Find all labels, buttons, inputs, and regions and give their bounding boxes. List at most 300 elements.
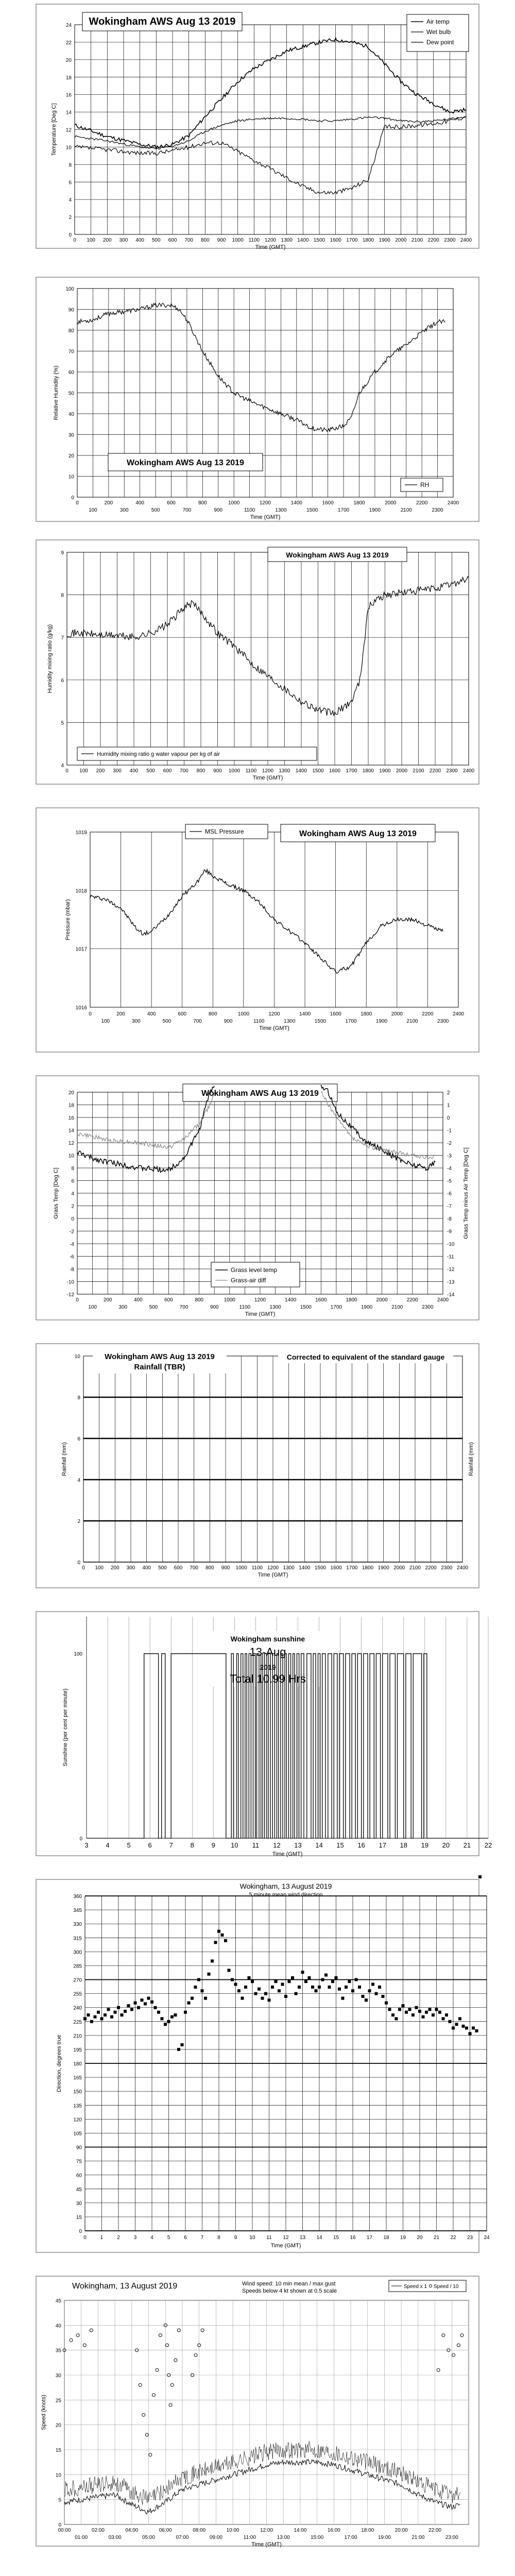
x-tick-label: 1300 <box>283 1565 295 1571</box>
data-point <box>455 2023 458 2026</box>
chart-subtitle: Wind speed: 10 min mean / max gust <box>242 2281 336 2287</box>
x-axis-label: Time (GMT) <box>270 2243 301 2249</box>
y2-tick-label: 2 <box>447 1090 450 1096</box>
y-tick-label: 30 <box>76 2200 82 2207</box>
chart-subtitle: Rainfall (TBR) <box>134 1363 185 1371</box>
x-tick-label: 7 <box>169 1841 173 1849</box>
y2-tick-label: -4 <box>447 1166 452 1172</box>
x-tick-label: 2300 <box>432 507 443 513</box>
x-tick-label: 12 <box>273 1841 281 1849</box>
data-point <box>83 2017 87 2020</box>
x-tick-label: 1900 <box>379 768 391 774</box>
x-tick-label: 15 <box>336 1841 344 1849</box>
data-point <box>251 1980 254 1983</box>
x-tick-label: 400 <box>129 768 139 774</box>
data-point <box>452 2026 455 2029</box>
x-tick-label: 1500 <box>300 1304 312 1310</box>
data-point <box>170 2015 174 2019</box>
x-tick-label: 2100 <box>411 238 423 243</box>
y2-tick-label: -11 <box>447 1254 454 1260</box>
y-tick-label: 35 <box>55 2348 61 2354</box>
data-point <box>304 1980 307 1983</box>
y-tick-label: 300 <box>73 1950 82 1956</box>
x-tick-label: 17:00 <box>344 2535 357 2540</box>
y-axis-label: Pressure (mbar) <box>65 899 71 940</box>
y2-tick-label: 1 <box>447 1103 450 1109</box>
x-tick-label: 900 <box>213 768 222 774</box>
x-tick-label: 9 <box>234 2235 237 2241</box>
data-point <box>241 1997 244 2000</box>
x-tick-label: 900 <box>224 1019 233 1024</box>
legend-label: Speed x 1 <box>404 2284 427 2290</box>
chart-title: Wokingham AWS Aug 13 2019 <box>201 1089 319 1098</box>
y-tick-label: 24 <box>65 23 72 28</box>
x-tick-label: 800 <box>208 1011 217 1017</box>
y-tick-label: 5 <box>61 720 64 726</box>
legend-label: Grass-air diff <box>231 1277 266 1284</box>
y-tick-label: 75 <box>76 2159 82 2165</box>
x-tick-label: 20:00 <box>394 2528 408 2533</box>
data-point <box>204 1997 207 2000</box>
x-tick-label: 1100 <box>253 1019 265 1024</box>
y-tick-label: 6 <box>77 1436 80 1442</box>
chart-title: Wokingham sunshine <box>230 1635 305 1643</box>
y-tick-label: 4 <box>68 197 72 204</box>
x-tick-label: 200 <box>96 768 105 774</box>
y2-tick-label: 0 <box>447 1115 450 1121</box>
y2-tick-label: -2 <box>447 1141 452 1146</box>
data-point <box>365 1998 368 2002</box>
x-tick-label: 8 <box>217 2235 220 2241</box>
data-point <box>311 1986 314 1989</box>
x-tick-label: 900 <box>210 1304 219 1310</box>
x-tick-label: 2400 <box>437 1297 449 1303</box>
x-tick-label: 1000 <box>235 1565 247 1571</box>
y-tick-label: 9 <box>61 550 64 556</box>
y-tick-label: 2 <box>71 1204 74 1210</box>
y2-tick-label: -13 <box>447 1279 455 1285</box>
x-tick-label: 1200 <box>268 1011 280 1017</box>
x-tick-label: 6 <box>148 1841 152 1849</box>
x-tick-label: 1100 <box>244 507 255 513</box>
y-axis-label: Sunshine (per cent per minute) <box>62 1688 68 1767</box>
x-tick-label: 1300 <box>279 768 290 774</box>
x-tick-label: 11 <box>266 2235 272 2241</box>
x-axis-label: Time (GMT) <box>258 1572 288 1578</box>
x-tick-label: 21 <box>463 1841 471 1849</box>
x-tick-label: 1000 <box>232 238 244 243</box>
data-point <box>428 2008 432 2011</box>
x-tick-label: 4 <box>106 1841 110 1849</box>
x-tick-label: 0 <box>83 2235 87 2241</box>
y-tick-label: 90 <box>68 307 74 313</box>
y2-tick-label: -3 <box>447 1153 452 1159</box>
x-tick-label: 0 <box>89 1011 92 1017</box>
y-tick-label: 30 <box>68 432 74 438</box>
x-tick-label: 1900 <box>379 238 390 243</box>
data-point <box>100 2017 104 2020</box>
chart-grass-temperature <box>0 1072 515 1324</box>
y-tick-label: 12 <box>65 127 72 133</box>
y-axis-label: Relative Humidity (%) <box>53 365 59 420</box>
x-tick-label: 700 <box>184 238 194 243</box>
data-point <box>415 2006 418 2009</box>
y-tick-label: 315 <box>73 1936 82 1942</box>
data-point <box>214 1941 217 1944</box>
y-tick-label: 0 <box>71 1216 74 1222</box>
y-tick-label: 30 <box>55 2373 61 2379</box>
data-point <box>438 2011 441 2014</box>
data-point <box>422 2015 425 2019</box>
chart-note: Corrected to equivalent of the standard gauge <box>286 1353 445 1361</box>
x-tick-label: 900 <box>217 238 226 243</box>
legend-label: MSL Pressure <box>205 828 244 835</box>
data-point <box>449 2020 452 2023</box>
x-tick-label: 3 <box>133 2235 137 2241</box>
x-tick-label: 2200 <box>427 238 439 243</box>
y-tick-label: 1017 <box>75 946 87 953</box>
x-tick-label: 200 <box>102 238 112 243</box>
y-tick-label: 4 <box>61 763 64 769</box>
x-tick-label: 1400 <box>295 768 307 774</box>
data-point <box>408 2008 411 2011</box>
x-tick-label: 12 <box>283 2235 289 2241</box>
x-tick-label: 800 <box>205 1565 214 1571</box>
y-tick-label: 6 <box>68 180 72 186</box>
data-point <box>318 1986 321 1989</box>
x-tick-label: 1300 <box>269 1304 281 1310</box>
y-tick-label: 60 <box>76 2173 82 2179</box>
x-tick-label: 800 <box>196 768 205 774</box>
y-tick-label: 195 <box>73 2047 82 2053</box>
data-point <box>248 1976 251 1979</box>
x-tick-label: 1600 <box>330 1565 342 1571</box>
x-tick-label: 2300 <box>444 238 456 243</box>
y-tick-label: 1016 <box>75 1005 87 1011</box>
x-tick-label: 700 <box>180 768 188 774</box>
data-point <box>355 1978 358 1981</box>
data-point <box>157 2011 160 2014</box>
x-tick-label: 17 <box>379 1841 386 1849</box>
y-tick-label: 4 <box>71 1191 74 1197</box>
x-tick-label: 1500 <box>306 507 318 513</box>
y2-tick-label: -5 <box>447 1178 452 1184</box>
data-point <box>231 1978 234 1981</box>
data-point <box>385 2002 388 2005</box>
x-tick-label: 13 <box>299 2235 306 2241</box>
data-point <box>107 2008 110 2011</box>
data-point <box>405 2011 408 2014</box>
y-tick-label: 45 <box>76 2187 82 2193</box>
chart-title: Wokingham AWS Aug 13 2019 <box>286 551 389 559</box>
x-tick-label: 07:00 <box>176 2535 189 2540</box>
x-tick-label: 09:00 <box>209 2535 222 2540</box>
chart-year: 2019 <box>260 1663 276 1671</box>
x-tick-label: 800 <box>195 1297 204 1303</box>
y-tick-label: 285 <box>73 1963 82 1970</box>
x-tick-label: 400 <box>133 1297 143 1303</box>
y-tick-label: -12 <box>66 1292 74 1298</box>
chart-title: Wokingham AWS Aug 13 2019 <box>127 459 244 467</box>
y-tick-label: 0 <box>68 232 72 238</box>
y2-tick-label: -12 <box>447 1267 455 1273</box>
x-tick-label: 16:00 <box>327 2528 340 2533</box>
data-point <box>124 2010 127 2013</box>
data-point <box>435 2008 438 2011</box>
y-tick-label: 14 <box>68 1128 74 1134</box>
x-tick-label: 700 <box>190 1565 199 1571</box>
data-point <box>298 1986 301 1989</box>
x-tick-label: 8 <box>190 1841 194 1849</box>
x-tick-label: 1300 <box>284 1019 296 1024</box>
data-point <box>295 1992 298 1995</box>
x-tick-label: 900 <box>221 1565 230 1571</box>
x-tick-label: 5 <box>127 1841 131 1849</box>
x-tick-label: 6 <box>184 2235 187 2241</box>
y-tick-label: 10 <box>55 2472 61 2479</box>
x-tick-label: 08:00 <box>193 2528 206 2533</box>
x-tick-label: 2000 <box>396 768 408 774</box>
data-point <box>208 1973 211 1976</box>
y-tick-label: 60 <box>68 370 74 376</box>
data-point <box>469 2032 472 2035</box>
x-tick-label: 1300 <box>281 238 293 243</box>
x-tick-label: 1300 <box>275 507 287 513</box>
data-point <box>301 1971 304 1974</box>
x-tick-label: 600 <box>163 768 172 774</box>
y-axis-label: Rainfall (mm) <box>61 1442 67 1476</box>
chart-pressure <box>0 804 515 1056</box>
x-tick-label: 1600 <box>322 500 334 506</box>
x-tick-label: 1800 <box>362 768 374 774</box>
data-point <box>478 1875 482 1878</box>
y-tick-label: 16 <box>65 92 72 98</box>
data-point <box>110 2015 113 2019</box>
x-tick-label: 200 <box>116 1011 125 1017</box>
y-tick-label: 7 <box>61 635 64 641</box>
x-tick-label: 19 <box>400 2235 406 2241</box>
y2-tick-label: -6 <box>447 1191 452 1197</box>
x-tick-label: 1200 <box>259 500 271 506</box>
y-tick-label: 8 <box>68 162 72 168</box>
x-tick-label: 300 <box>119 238 128 243</box>
y-tick-label: 20 <box>55 2422 61 2429</box>
y-tick-label: 2 <box>68 215 72 221</box>
y-axis-label: Humidity mixing ratio (g/kg) <box>47 624 53 693</box>
y-tick-label: -8 <box>70 1267 74 1273</box>
x-tick-label: 400 <box>135 238 145 243</box>
chart-wind-direction <box>0 1875 515 2257</box>
data-point <box>371 1983 374 1986</box>
y-tick-label: 0 <box>58 2522 61 2528</box>
x-tick-label: 2000 <box>393 1565 405 1571</box>
y-tick-label: 18 <box>68 1103 74 1109</box>
data-point <box>90 2020 93 2023</box>
data-point <box>228 1969 231 1972</box>
data-point <box>375 1992 378 1995</box>
y-tick-label: 10 <box>68 474 74 480</box>
x-tick-label: 24 <box>484 2235 490 2241</box>
x-tick-label: 1100 <box>251 1565 263 1571</box>
y2-axis-label: Grass Temp minus Air Temp [Deg C] <box>463 1147 469 1239</box>
y-tick-label: -10 <box>66 1279 74 1285</box>
x-tick-label: 1800 <box>346 1297 357 1303</box>
x-tick-label: 1400 <box>297 238 309 243</box>
x-tick-label: 2400 <box>460 238 472 243</box>
data-point <box>117 2006 120 2009</box>
data-point <box>411 2013 415 2016</box>
x-tick-label: 4 <box>150 2235 153 2241</box>
x-tick-label: 200 <box>103 1297 112 1303</box>
y-tick-label: 180 <box>73 2061 82 2067</box>
chart-total: Total 10.99 Hrs <box>230 1672 306 1685</box>
data-point <box>321 1978 324 1981</box>
y-tick-label: 165 <box>73 2075 82 2081</box>
data-point <box>274 1980 278 1983</box>
data-point <box>288 1980 291 1983</box>
data-point <box>130 2008 133 2011</box>
x-tick-label: 900 <box>214 507 223 513</box>
x-tick-label: 03:00 <box>108 2535 122 2540</box>
x-tick-label: 400 <box>142 1565 151 1571</box>
x-tick-label: 1500 <box>313 238 325 243</box>
legend-label: RH <box>420 481 430 488</box>
x-tick-label: 1200 <box>262 768 274 774</box>
data-point <box>211 1959 214 1962</box>
x-tick-label: 1700 <box>346 768 357 774</box>
y-tick-label: 14 <box>65 110 72 116</box>
x-tick-label: 700 <box>179 1304 188 1310</box>
data-point <box>351 1989 354 1992</box>
x-tick-label: 20 <box>442 1841 450 1849</box>
x-tick-label: 1000 <box>228 500 240 506</box>
x-tick-label: 500 <box>151 238 161 243</box>
y-tick-label: 0 <box>79 2229 82 2234</box>
x-tick-label: 16 <box>357 1841 365 1849</box>
x-tick-label: 1700 <box>346 238 358 243</box>
x-tick-label: 500 <box>149 1304 158 1310</box>
x-tick-label: 2200 <box>425 1565 437 1571</box>
x-tick-label: 2100 <box>413 768 424 774</box>
chart-subtitle: 5 minute mean wind direction <box>249 1892 323 1898</box>
x-tick-label: 1800 <box>360 1011 372 1017</box>
y-tick-label: 105 <box>73 2131 82 2137</box>
data-point <box>201 1989 204 1992</box>
data-point <box>224 1939 227 1942</box>
y-tick-label: 20 <box>65 57 72 63</box>
data-point <box>217 1930 220 1933</box>
y-tick-label: 4 <box>77 1478 80 1483</box>
x-axis-label: Time (GMT) <box>251 2541 282 2548</box>
x-axis-label: Time (GMT) <box>272 1851 303 1857</box>
x-tick-label: 500 <box>162 1019 171 1024</box>
data-point <box>362 1995 365 1998</box>
x-tick-label: 800 <box>200 238 210 243</box>
legend-label: Speed / 10 <box>434 2284 459 2290</box>
data-point <box>328 1986 331 1989</box>
data-point <box>462 2025 465 2028</box>
x-tick-label: 500 <box>146 768 155 774</box>
data-point <box>395 2017 398 2020</box>
x-tick-label: 2100 <box>406 1019 418 1024</box>
x-tick-label: 1600 <box>315 1297 327 1303</box>
x-tick-label: 1000 <box>228 768 241 774</box>
x-tick-label: 04:00 <box>125 2528 139 2533</box>
x-tick-label: 300 <box>113 768 122 774</box>
x-tick-label: 10:00 <box>226 2528 239 2533</box>
y-tick-label: 360 <box>73 1894 82 1900</box>
y-tick-label: 5 <box>58 2497 61 2503</box>
y-tick-label: 1018 <box>75 888 87 894</box>
x-tick-label: 1100 <box>248 238 260 243</box>
data-point <box>418 2010 421 2013</box>
data-point <box>391 2013 394 2016</box>
x-tick-label: 1500 <box>314 1019 326 1024</box>
y-tick-label: 18 <box>65 75 72 81</box>
x-tick-label: 06:00 <box>159 2528 172 2533</box>
data-point <box>164 2023 167 2026</box>
x-tick-label: 1900 <box>377 1565 389 1571</box>
data-point <box>237 1989 241 1992</box>
chart-note: Speeds below 4 kt shown at 0.5 scale <box>242 2288 337 2294</box>
x-tick-label: 1900 <box>369 507 381 513</box>
x-tick-label: 1900 <box>375 1019 388 1024</box>
data-point <box>221 1934 224 1937</box>
x-tick-label: 2200 <box>416 500 428 506</box>
x-tick-label: 00:00 <box>58 2528 71 2533</box>
x-tick-label: 22 <box>450 2235 456 2241</box>
x-tick-label: 1400 <box>285 1297 297 1303</box>
data-point <box>278 1989 281 1992</box>
x-tick-label: 1700 <box>346 1565 358 1571</box>
data-point <box>244 1986 247 1989</box>
x-tick-label: 1600 <box>330 238 341 243</box>
x-tick-label: 18 <box>400 1841 408 1849</box>
data-point <box>368 1989 371 1992</box>
data-point <box>137 2006 140 2009</box>
x-tick-label: 100 <box>95 1565 104 1571</box>
data-point <box>345 1986 348 1989</box>
chart-title: Wokingham, 13 August 2019 <box>239 1882 332 1890</box>
x-tick-label: 1700 <box>345 1019 357 1024</box>
chart-date: 13-Aug <box>249 1646 286 1658</box>
x-tick-label: 22:00 <box>428 2528 442 2533</box>
y-tick-label: 12 <box>68 1141 74 1146</box>
y-tick-label: 345 <box>73 1908 82 1914</box>
x-tick-label: 1500 <box>312 768 324 774</box>
y-tick-label: -6 <box>70 1254 74 1260</box>
x-tick-label: 300 <box>132 1019 141 1024</box>
y-tick-label: 150 <box>73 2089 82 2095</box>
chart-title: Wokingham AWS Aug 13 2019 <box>89 16 236 27</box>
x-tick-label: 300 <box>118 1304 128 1310</box>
y-tick-label: 16 <box>68 1115 74 1121</box>
x-tick-label: 2300 <box>422 1304 434 1310</box>
x-tick-label: 10 <box>249 2235 255 2241</box>
x-tick-label: 200 <box>110 1565 119 1571</box>
x-tick-label: 01:00 <box>75 2535 88 2540</box>
x-tick-label: 800 <box>198 500 207 506</box>
x-tick-label: 1900 <box>360 1304 373 1310</box>
x-axis-label: Time (GMT) <box>252 775 283 781</box>
data-point <box>127 2004 130 2007</box>
data-point <box>402 2004 405 2007</box>
x-tick-label: 1600 <box>329 768 341 774</box>
x-tick-label: 200 <box>104 500 113 506</box>
data-point <box>97 2011 100 2014</box>
x-tick-label: 21:00 <box>411 2535 425 2540</box>
y2-tick-label: -8 <box>447 1216 452 1222</box>
